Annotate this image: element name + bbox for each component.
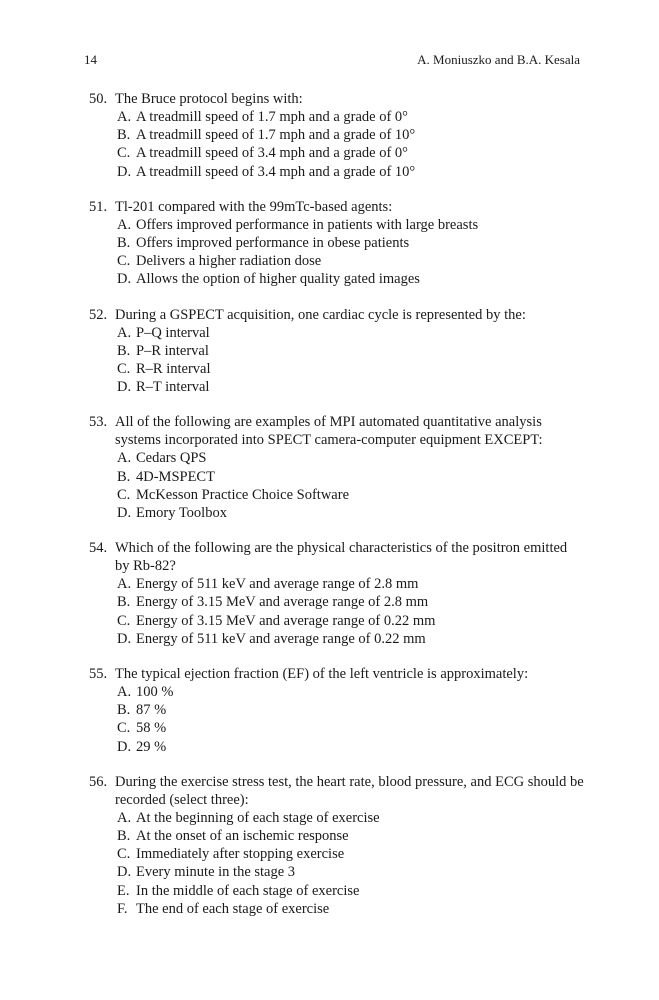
question-stem: [89, 665, 584, 683]
option-text: Energy of 3.15 MeV and average range of 2.8 mm: [136, 594, 429, 611]
question-stem: [89, 413, 584, 449]
answer-options: [89, 216, 584, 289]
answer-options: [89, 108, 584, 181]
answer-option: [117, 378, 584, 396]
option-text: At the onset of an ischemic response: [136, 828, 349, 845]
answer-option: [117, 270, 584, 288]
option-text: A treadmill speed of 3.4 mph and a grade of 10°: [136, 163, 416, 180]
question-stem: [89, 539, 584, 575]
option-letter: B.: [117, 235, 131, 252]
option-text: 29 %: [136, 738, 167, 755]
page-number: 14: [84, 52, 97, 67]
question-stem: [89, 90, 584, 108]
option-letter: B.: [117, 342, 131, 359]
option-text: The end of each stage of exercise: [136, 900, 330, 917]
running-head-authors: A. Moniuszko and B.A. Kesala: [417, 52, 580, 67]
answer-options: [89, 324, 584, 397]
option-letter: D.: [117, 630, 132, 647]
option-letter: C.: [117, 846, 131, 863]
option-text: Every minute in the stage 3: [136, 864, 296, 881]
question-text: During the exercise stress test, the heart rate, blood pressure, and ECG should be recorded (select three):: [115, 773, 584, 808]
question-stem: [89, 306, 584, 324]
option-letter: B.: [117, 702, 131, 719]
question-block: [89, 90, 584, 181]
option-letter: B.: [117, 594, 131, 611]
question-number: 54.: [89, 540, 108, 557]
option-letter: C.: [117, 253, 131, 270]
answer-option: [117, 342, 584, 360]
option-text: Energy of 511 keV and average range of 2.8 mm: [136, 576, 419, 593]
option-text: A treadmill speed of 1.7 mph and a grade of 10°: [136, 127, 416, 144]
option-text: A treadmill speed of 1.7 mph and a grade of 0°: [136, 109, 408, 125]
answer-option: [117, 882, 584, 900]
option-letter: A.: [117, 809, 132, 826]
option-text: Offers improved performance in patients with large breasts: [136, 216, 479, 233]
option-text: P–R interval: [136, 342, 209, 359]
option-text: P–Q interval: [136, 324, 210, 341]
question-number: 53.: [89, 414, 108, 431]
question-block: [89, 413, 584, 522]
option-text: Cedars QPS: [136, 450, 207, 467]
option-text: Allows the option of higher quality gated images: [136, 271, 420, 288]
answer-option: [117, 163, 584, 181]
answer-option: [117, 719, 584, 737]
answer-option: [117, 593, 584, 611]
option-text: Delivers a higher radiation dose: [136, 253, 322, 270]
option-letter: D.: [117, 505, 132, 522]
option-letter: C.: [117, 612, 131, 629]
answer-option: [117, 449, 584, 467]
answer-option: [117, 216, 584, 234]
question-number: 56.: [89, 773, 108, 790]
option-letter: D.: [117, 163, 132, 180]
answer-options: [89, 809, 584, 918]
answer-option: [117, 612, 584, 630]
option-text: R–R interval: [136, 361, 211, 378]
answer-option: [117, 108, 584, 126]
answer-option: [117, 144, 584, 162]
question-stem: [89, 198, 584, 216]
answer-option: [117, 900, 584, 918]
answer-option: [117, 863, 584, 881]
answer-option: [117, 126, 584, 144]
page-header: [84, 52, 580, 68]
answer-option: [117, 252, 584, 270]
option-letter: A.: [117, 450, 132, 467]
question-number: 50.: [89, 91, 108, 107]
answer-option: [117, 468, 584, 486]
answer-options: [89, 575, 584, 648]
answer-option: [117, 504, 584, 522]
question-block: [89, 539, 584, 648]
option-letter: D.: [117, 864, 132, 881]
question-text: The Bruce protocol begins with:: [115, 91, 303, 107]
option-text: At the beginning of each stage of exercise: [136, 809, 380, 826]
option-text: A treadmill speed of 3.4 mph and a grade of 0°: [136, 145, 408, 162]
option-text: 58 %: [136, 720, 167, 737]
option-text: Immediately after stopping exercise: [136, 846, 345, 863]
question-number: 51.: [89, 198, 108, 215]
answer-option: [117, 234, 584, 252]
option-letter: A.: [117, 109, 132, 125]
option-text: 87 %: [136, 702, 167, 719]
answer-option: [117, 845, 584, 863]
option-letter: B.: [117, 468, 131, 485]
option-letter: D.: [117, 379, 132, 396]
option-text: Energy of 511 keV and average range of 0.22 mm: [136, 630, 426, 647]
option-letter: F.: [117, 900, 128, 917]
answer-option: [117, 486, 584, 504]
option-letter: B.: [117, 127, 131, 144]
question-block: [89, 306, 584, 397]
answer-option: [117, 738, 584, 756]
option-letter: E.: [117, 882, 130, 899]
answer-option: [117, 827, 584, 845]
question-text: The typical ejection fraction (EF) of the left ventricle is approximately:: [115, 666, 529, 683]
option-letter: A.: [117, 576, 132, 593]
question-stem: [89, 773, 584, 809]
question-text: Tl-201 compared with the 99mTc-based agents:: [115, 198, 393, 215]
option-letter: B.: [117, 828, 131, 845]
question-block: [89, 198, 584, 289]
option-letter: C.: [117, 361, 131, 378]
answer-option: [117, 683, 584, 701]
option-letter: A.: [117, 684, 132, 701]
question-block: [89, 773, 584, 918]
option-text: Emory Toolbox: [136, 505, 227, 522]
answer-options: [89, 449, 584, 522]
option-text: In the middle of each stage of exercise: [136, 882, 360, 899]
answer-option: [117, 630, 584, 648]
option-letter: D.: [117, 738, 132, 755]
option-letter: D.: [117, 271, 132, 288]
answer-option: [117, 360, 584, 378]
answer-options: [89, 683, 584, 756]
question-number: 52.: [89, 306, 108, 323]
answer-option: [117, 809, 584, 827]
answer-option: [117, 701, 584, 719]
option-text: McKesson Practice Choice Software: [136, 486, 350, 503]
option-text: 100 %: [136, 684, 174, 701]
option-letter: C.: [117, 145, 131, 162]
option-letter: C.: [117, 720, 131, 737]
option-text: 4D-MSPECT: [136, 468, 215, 485]
question-text: All of the following are examples of MPI automated quantitative analysis systems incorporated into SPECT camera-computer equipment EXCEPT:: [115, 414, 543, 449]
question-text: Which of the following are the physical characteristics of the positron emitted by Rb-82?: [115, 540, 568, 575]
question-block: [89, 665, 584, 756]
question-number: 55.: [89, 666, 108, 683]
answer-option: [117, 324, 584, 342]
option-letter: C.: [117, 486, 131, 503]
option-letter: A.: [117, 324, 132, 341]
option-letter: A.: [117, 216, 132, 233]
question-list: [89, 90, 584, 935]
answer-option: [117, 575, 584, 593]
option-text: Energy of 3.15 MeV and average range of 0.22 mm: [136, 612, 436, 629]
option-text: Offers improved performance in obese patients: [136, 235, 410, 252]
option-text: R–T interval: [136, 379, 210, 396]
question-text: During a GSPECT acquisition, one cardiac cycle is represented by the:: [115, 306, 526, 323]
